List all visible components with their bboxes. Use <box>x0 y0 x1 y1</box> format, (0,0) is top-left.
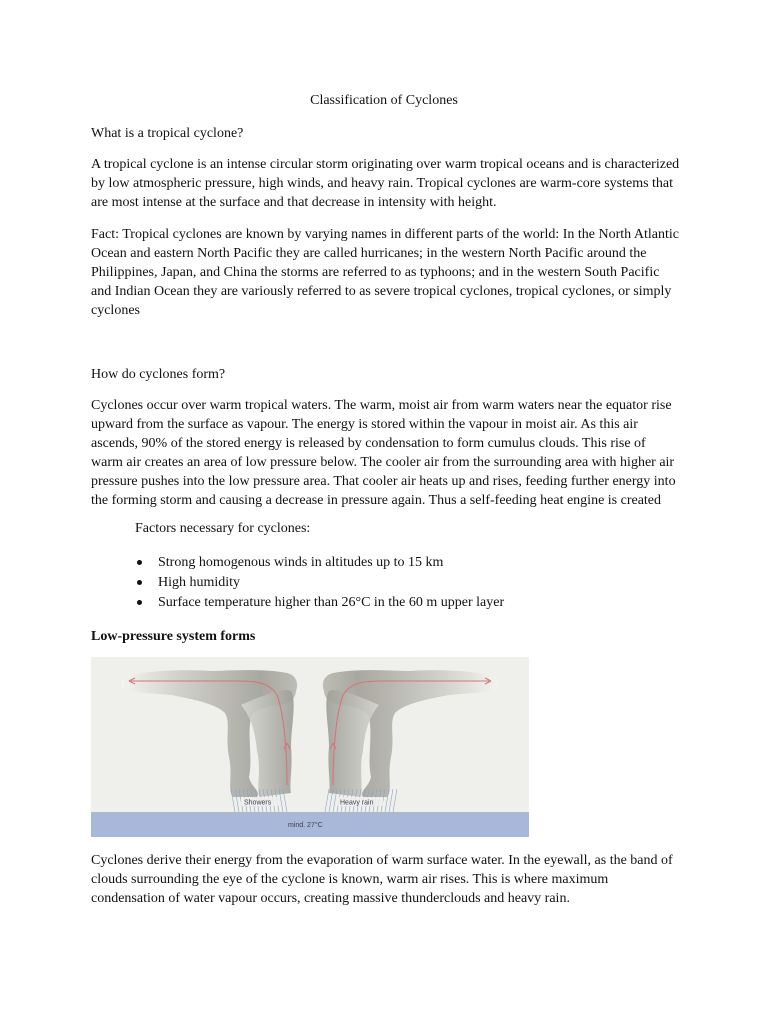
factors-list <box>135 553 504 613</box>
paragraph-fact: Fact: Tropical cyclones are known by varying names in different parts of the world: In the North Atlantic Ocean and eastern North Pacific they are called hurricanes; in the western North Pacific around the Philippines, Japan, and China the storms are referred to as typhoons; and in the western South Pacific and Indian Ocean they are variously referred to as severe tropical cyclones, tropical cyclones, or simply cyclones <box>91 227 679 318</box>
bullet-icon <box>137 600 142 605</box>
paragraph-definition: A tropical cyclone is an intense circular storm originating over warm tropical oceans and is characterized by low atmospheric pressure, high winds, and heavy rain. Tropical cyclones are warm-core systems that are most intense at the surface and that decrease in intensity with height. <box>91 157 680 210</box>
cyclone-diagram <box>91 657 529 837</box>
list-item <box>135 573 504 593</box>
list-item-text: Surface temperature higher than 26°C in the 60 m upper layer <box>158 595 505 610</box>
figure-heading: Low-pressure system forms <box>91 629 256 644</box>
page-title: Classification of Cyclones <box>310 93 458 108</box>
showers-label: Showers <box>244 799 272 807</box>
question-heading-1: What is a tropical cyclone? <box>91 126 244 141</box>
sea-temperature-label: mind. 27°C <box>288 822 323 829</box>
factors-label: Factors necessary for cyclones: <box>135 521 311 536</box>
list-item-text: High humidity <box>158 575 241 590</box>
question-heading-2: How do cyclones form? <box>91 367 226 382</box>
bullet-icon <box>137 560 142 565</box>
paragraph-formation: Cyclones occur over warm tropical waters. The warm, moist air from warm waters near the equator rise upward from the surface as vapour. The energy is stored within the vapour in moist air. As this air ascends, 90% of the stored energy is released by condensation to form cumulus clouds. This rise of warm air creates an area of low pressure below. The cooler air from the surrounding area with higher air pressure pushes into the low pressure area. That cooler air heats up and rises, feeding further energy into the forming storm and causing a decrease in pressure again. Thus a self-feeding heat engine is created <box>91 398 676 508</box>
list-item <box>135 553 504 573</box>
list-item <box>135 593 504 613</box>
paragraph-closing: Cyclones derive their energy from the evaporation of warm surface water. In the eyewall, as the band of clouds surrounding the eye of the cyclone is known, warm air rises. This is where maximum condensation of water vapour occurs, creating massive thunderclouds and heavy rain. <box>91 853 673 906</box>
cyclone-diagram-svg <box>91 657 529 837</box>
bullet-icon <box>137 580 142 585</box>
heavy-rain-label: Heavy rain <box>340 799 374 807</box>
list-item-text: Strong homogenous winds in altitudes up to 15 km <box>158 555 444 570</box>
